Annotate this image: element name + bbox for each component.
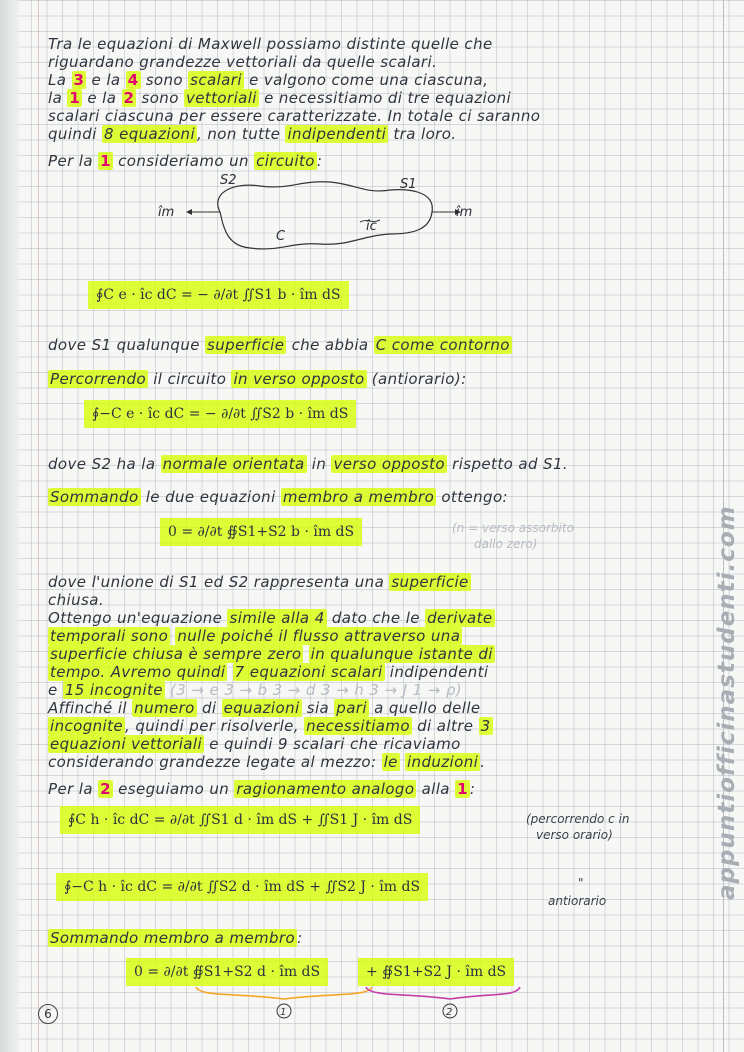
formula-sum-j: + ∯S1+S2 J · îm dS	[358, 958, 514, 986]
text-line-7	[48, 152, 322, 170]
formula-ampere-s1: ∮C h · îc dC = ∂/∂t ∬S1 d · îm dS + ∬S1 J · îm dS	[60, 806, 420, 834]
text: e la	[91, 71, 121, 89]
label-im-left: îm	[158, 205, 175, 220]
text-line-23	[48, 780, 475, 798]
highlighted-text: incognite	[50, 717, 124, 735]
text-line-11	[48, 488, 508, 506]
text-line-5	[48, 107, 540, 125]
text: rispetto ad S1.	[452, 455, 569, 473]
note-normal-line-1: (n = verso assorbito	[452, 521, 574, 535]
text: sia	[306, 699, 330, 717]
formula-sum-d: 0 = ∂/∂t ∯S1+S2 d · îm dS	[126, 958, 328, 986]
highlighted-text: le	[383, 753, 398, 771]
text: Tra le equazioni di Maxwell possiamo distinte quelle che	[48, 35, 493, 53]
text-line-24	[48, 929, 303, 947]
highlighted-text: 8 equazioni	[103, 125, 196, 143]
text: sono	[145, 71, 183, 89]
text: :	[469, 780, 476, 798]
highlighted-text: pari	[336, 699, 367, 717]
equation-number: 2	[100, 780, 111, 798]
label-c: C	[276, 229, 286, 244]
text: Per la	[48, 152, 93, 170]
label-s1: S1	[400, 177, 417, 192]
highlighted-text: in verso opposto	[233, 370, 365, 388]
mark-1: 1	[280, 1007, 287, 1018]
text: :	[297, 929, 303, 947]
text: indipendenti	[389, 663, 489, 681]
text: :	[316, 152, 323, 170]
text: le due equazioni	[145, 488, 276, 506]
formula-faraday-s1: ∮C e · îc dC = − ∂/∂t ∬S1 b · îm dS	[88, 281, 349, 309]
circuit-diagram	[150, 172, 490, 262]
text: alla	[421, 780, 450, 798]
highlighted-text: superficie	[207, 336, 285, 354]
highlighted-text: verso opposto	[333, 455, 445, 473]
formula-faraday-s2: ∮−C e · îc dC = − ∂/∂t ∬S2 b · îm dS	[84, 400, 356, 428]
note-antiorario-ditto: "	[578, 876, 584, 890]
text-line-18	[48, 681, 462, 699]
text: quindi	[48, 125, 97, 143]
arrow-head-left	[186, 209, 192, 215]
text: e	[48, 681, 58, 699]
highlighted-text: indipendenti	[287, 125, 387, 143]
equation-number: 3	[73, 71, 85, 89]
text: dove l'unione di S1 ed S2 rappresenta una	[48, 573, 385, 591]
note-antiorario: antiorario	[548, 894, 607, 908]
underbraces	[160, 985, 540, 1025]
watermark-text: appuntiofficinastudenti.com	[714, 505, 740, 900]
text: sono	[141, 89, 179, 107]
text: , quindi per risolverle,	[125, 717, 299, 735]
watermark	[714, 505, 740, 900]
text-line-19	[48, 699, 481, 717]
notebook-binding	[0, 0, 22, 1052]
text: Ottengo un'equazione	[48, 609, 223, 627]
mark-2: 2	[446, 1007, 453, 1018]
text-line-1	[48, 35, 493, 53]
label-s2: S2	[220, 173, 237, 188]
highlighted-text: derivate	[427, 609, 493, 627]
text-line-14	[48, 609, 495, 627]
text: riguardano grandezze vettoriali da quelle scalari.	[48, 53, 438, 71]
note-orario-line-2: verso orario)	[536, 828, 613, 842]
text: e valgono come una ciascuna,	[249, 71, 489, 89]
highlighted-text: simile alla 4	[229, 609, 325, 627]
text-line-16	[48, 645, 495, 663]
highlighted-text: induzioni	[406, 753, 479, 771]
text: che abbia	[291, 336, 369, 354]
highlighted-text: equazioni	[223, 699, 300, 717]
highlighted-text: ragionamento analogo	[236, 780, 415, 798]
text-line-3	[48, 71, 488, 89]
highlighted-text: necessitiamo	[306, 717, 410, 735]
text: considerando grandezze legate al mezzo:	[48, 753, 377, 771]
equation-number: 2	[123, 89, 135, 107]
text: la	[48, 89, 63, 107]
text-line-9	[48, 370, 467, 388]
underbrace-2	[366, 987, 520, 999]
text: (antiorario):	[371, 370, 467, 388]
text: a quello delle	[374, 699, 481, 717]
text: in	[311, 455, 327, 473]
text-line-22	[48, 753, 485, 771]
highlighted-text: Sommando membro a membro	[50, 929, 296, 947]
highlighted-text: 15 incognite	[64, 681, 163, 699]
highlighted-text: Percorrendo	[50, 370, 147, 388]
equation-number: 1	[100, 152, 111, 170]
text: dove S1 qualunque	[48, 336, 200, 354]
equation-number: 4	[127, 71, 139, 89]
text: chiusa.	[48, 591, 105, 609]
highlighted-text: numero	[134, 699, 195, 717]
page-number: 6	[38, 1004, 58, 1024]
text: .	[480, 753, 486, 771]
highlighted-text: normale orientata	[162, 455, 305, 473]
text: dato che le	[331, 609, 420, 627]
equation-number: 1	[69, 89, 81, 107]
highlighted-text: superficie chiusa è sempre zero	[50, 645, 302, 663]
text: e la	[87, 89, 117, 107]
formula-ampere-s2: ∮−C h · îc dC = ∂/∂t ∬S2 d · îm dS + ∬S2 J · îm dS	[56, 873, 428, 901]
highlighted-text: Sommando	[50, 488, 139, 506]
equation-number: 1	[457, 780, 468, 798]
text: scalari ciascuna per essere caratterizzate. In totale ci saranno	[48, 107, 541, 125]
margin-line	[38, 0, 39, 1052]
text-line-15	[48, 627, 462, 645]
highlighted-text: in qualunque istante di	[310, 645, 493, 663]
text-line-17	[48, 663, 489, 681]
highlighted-text: scalari	[190, 71, 242, 89]
text: Affinché il	[48, 699, 127, 717]
text: il circuito	[153, 370, 227, 388]
text: dove S2 ha la	[48, 455, 156, 473]
text: , non tutte	[197, 125, 281, 143]
text: e necessitiamo di tre equazioni	[264, 89, 512, 107]
text: La	[48, 71, 67, 89]
text-line-10	[48, 455, 568, 473]
text: ottengo:	[441, 488, 508, 506]
text-line-20	[48, 717, 493, 735]
highlighted-text: superficie	[391, 573, 469, 591]
text-line-8	[48, 336, 512, 354]
text-line-2	[48, 53, 437, 71]
text: di	[201, 699, 217, 717]
formula-sum-b: 0 = ∂/∂t ∯S1+S2 b · îm dS	[160, 518, 362, 546]
text: di altre	[417, 717, 474, 735]
text-line-21	[48, 735, 461, 753]
highlighted-text: membro a membro	[282, 488, 435, 506]
highlighted-text: 7 equazioni scalari	[234, 663, 383, 681]
incognite-list: (3 → e 3 → b 3 → d 3 → h 3 → J 1 → ρ)	[170, 681, 463, 699]
underbrace-1	[196, 987, 372, 999]
text-line-4	[48, 89, 511, 107]
highlighted-text: tempo. Avremo quindi	[50, 663, 226, 681]
highlighted-text: C come contorno	[375, 336, 510, 354]
label-ic: îc	[366, 219, 377, 234]
highlighted-text: temporali sono	[50, 627, 169, 645]
highlighted-text: equazioni vettoriali	[50, 735, 203, 753]
label-im-right: îm	[456, 205, 473, 220]
text: eseguiamo un	[118, 780, 230, 798]
highlighted-text: nulle poiché il flusso attraverso una	[177, 627, 461, 645]
text: tra loro.	[393, 125, 457, 143]
text: e quindi 9 scalari che ricaviamo	[209, 735, 461, 753]
text: consideriamo un	[118, 152, 249, 170]
note-orario-line-1: (percorrendo c in	[526, 812, 630, 826]
text: Per la	[48, 780, 93, 798]
text-line-6	[48, 125, 456, 143]
highlighted-text: vettoriali	[185, 89, 257, 107]
highlighted-text: circuito	[256, 152, 315, 170]
highlighted-text: 3	[480, 717, 491, 735]
text-line-13	[48, 591, 104, 609]
note-normal-line-2: dallo zero)	[474, 537, 538, 551]
text-line-12	[48, 573, 471, 591]
